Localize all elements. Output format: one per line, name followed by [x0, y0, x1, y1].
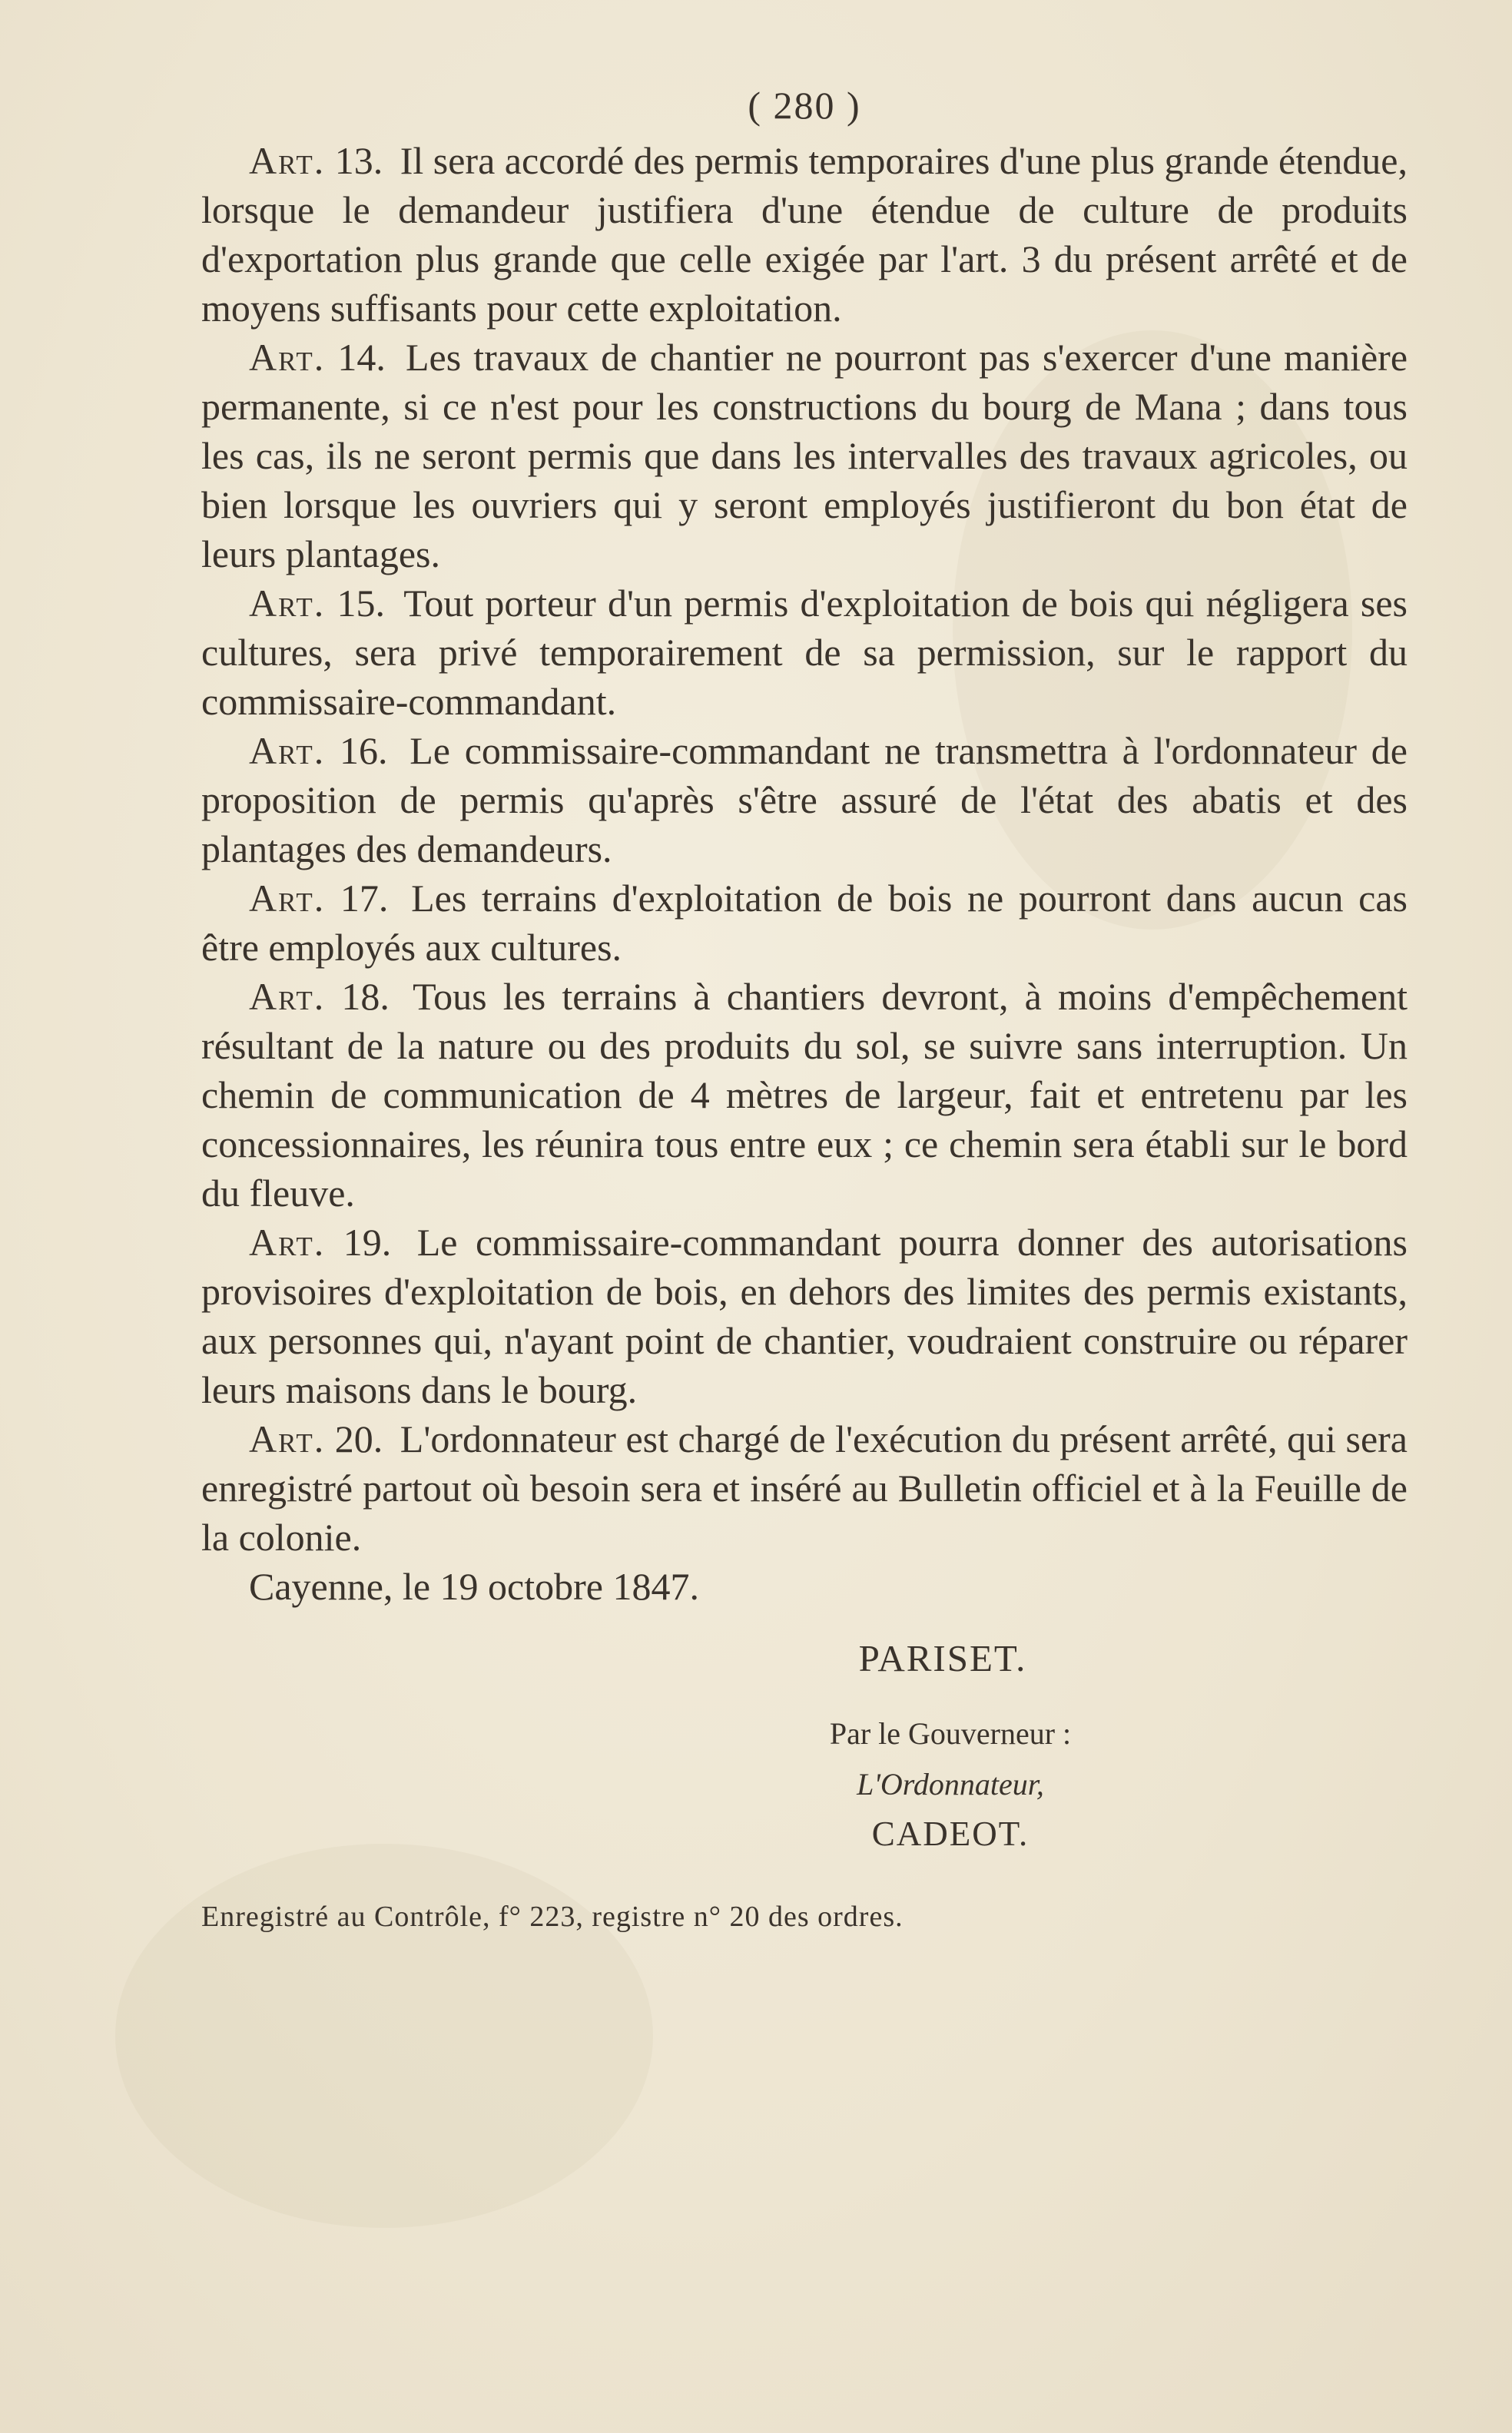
article-text: Les terrains d'exploitation de bois ne pourront dans aucun cas être employés aux cultures.	[201, 877, 1408, 969]
article-label: Art.	[249, 1221, 326, 1264]
article-14	[201, 333, 1408, 578]
article-15	[201, 578, 1408, 726]
article-text: Le commissaire-commandant ne transmettra à l'ordonnateur de proposition de permis qu'après s'être assuré de l'état des abatis et des plantages des demandeurs.	[201, 729, 1408, 870]
article-number: 13.	[334, 139, 383, 182]
article-number: 18.	[341, 975, 390, 1018]
article-20	[201, 1414, 1408, 1562]
signature-ordonnateur: CADEOT.	[871, 1815, 1030, 1853]
article-17	[201, 873, 1408, 972]
article-number: 15.	[337, 582, 385, 625]
article-label: Art.	[249, 877, 326, 920]
article-number: 17.	[340, 877, 389, 920]
article-18	[201, 972, 1408, 1218]
by-governor-line: Par le Gouverneur :	[829, 1716, 1072, 1751]
page-number: ( 280 )	[748, 84, 861, 127]
article-text: Tout porteur d'un permis d'exploitation de bois qui négligera ses cultures, sera privé temporairement de sa permission, sur le rapport du commissaire-commandant.	[201, 582, 1408, 723]
article-text: L'ordonnateur est chargé de l'exécution du présent arrêté, qui sera enregistré partout où besoin sera et inséré au Bulletin officiel et à la Feuille de la colonie.	[201, 1417, 1408, 1559]
ordonnateur-title: L'Ordonnateur,	[857, 1767, 1044, 1802]
article-number: 20.	[334, 1417, 383, 1460]
article-13	[201, 136, 1408, 333]
article-label: Art.	[249, 729, 326, 772]
article-label: Art.	[249, 582, 326, 625]
articles-list	[201, 136, 1408, 1562]
article-16	[201, 726, 1408, 873]
article-number: 16.	[339, 729, 388, 772]
signature-governor: PARISET.	[858, 1637, 1027, 1679]
article-number: 19.	[343, 1221, 392, 1264]
registration-note: Enregistré au Contrôle, f° 223, registre n° 20 des ordres.	[201, 1901, 904, 1933]
article-label: Art.	[249, 975, 326, 1018]
article-number: 14.	[337, 336, 386, 379]
document-body	[201, 81, 1408, 1937]
article-text: Les travaux de chantier ne pourront pas s'exercer d'une manière permanente, si ce n'est pour les constructions du bourg de Mana ; dans tous les cas, ils ne seront permis que dans les intervalles des travaux agricoles, ou bien lorsque les ouvriers qui y seront employés justifieront du bon état de leurs plantages.	[201, 336, 1408, 575]
article-19	[201, 1218, 1408, 1414]
article-label: Art.	[249, 1417, 326, 1460]
article-label: Art.	[249, 336, 326, 379]
article-label: Art.	[249, 139, 326, 182]
article-text: Tous les terrains à chantiers devront, à moins d'empêchement résultant de la nature ou des produits du sol, se suivre sans interruption. Un chemin de communication de 4 mètres de largeur, fait et entretenu par les concessionnaires, les réunira tous entre eux ; ce chemin sera établi sur le bord du fleuve.	[201, 975, 1408, 1215]
dateline: Cayenne, le 19 octobre 1847.	[249, 1565, 699, 1608]
article-text: Il sera accordé des permis temporaires d'une plus grande étendue, lorsque le demandeur justifiera d'une étendue de culture de produits d'exportation plus grande que celle exigée par l'art. 3 du présent arrêté et de moyens suffisants pour cette exploitation.	[201, 139, 1408, 330]
article-text: Le commissaire-commandant pourra donner des autorisations provisoires d'exploitation de bois, en dehors des limites des permis existants, aux personnes qui, n'ayant point de chantier, voudraient construire ou réparer leurs maisons dans le bourg.	[201, 1221, 1408, 1411]
